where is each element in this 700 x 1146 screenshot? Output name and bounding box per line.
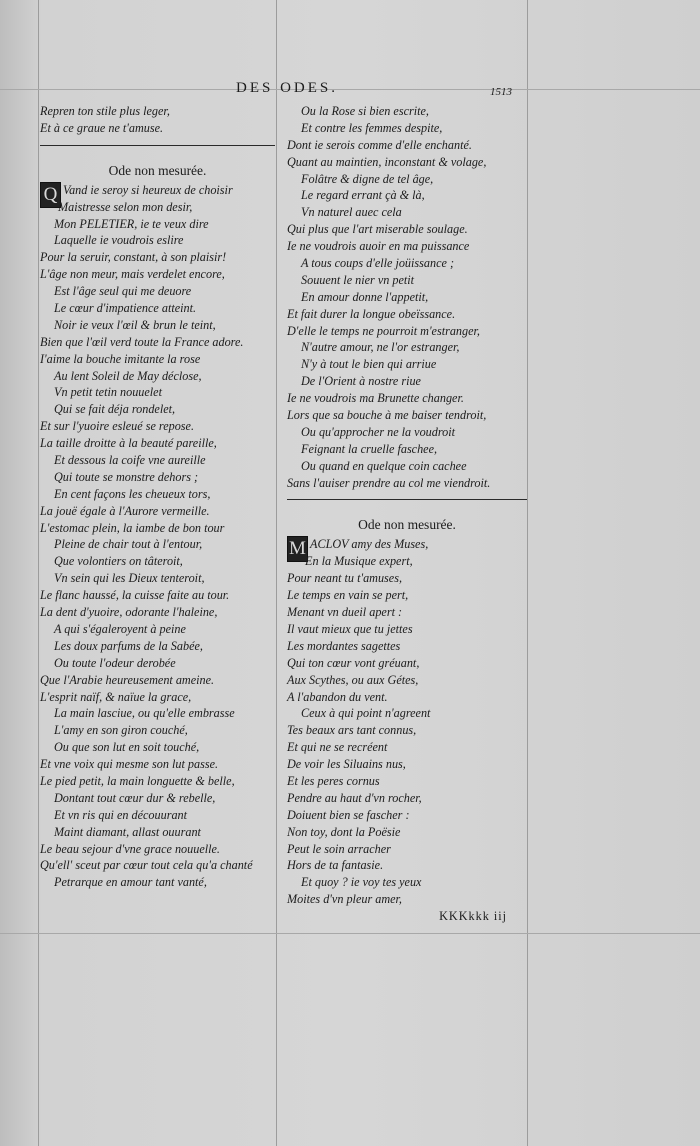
verse-line: Et à ce graue ne t'amuse. [40, 120, 164, 135]
verse-line: Non toy, dont la Poësie [287, 824, 401, 839]
verse-line: Quant au maintien, inconstant & volage, [287, 154, 487, 169]
verse-line: Repren ton stile plus leger, [40, 104, 170, 118]
section-rule [287, 499, 527, 500]
verse-line: Et qui ne se recréent [287, 740, 388, 755]
verse-line: Ou qu'approcher ne la voudroit [301, 424, 456, 439]
verse-line: L'amy en son giron couché, [54, 723, 188, 738]
verse-line: La main lasciue, ou qu'elle embrasse [54, 706, 235, 721]
verse-line: Dont ie serois comme d'elle enchanté. [287, 137, 472, 152]
verse-line: A l'abandon du vent. [287, 689, 388, 704]
verse-line: Pour neant tu t'amuses, [287, 571, 402, 586]
right-top-lines [287, 103, 527, 491]
right-column [287, 103, 527, 925]
verse-line: N'y à tout le bien qui arriue [301, 357, 437, 372]
left-column [40, 103, 275, 891]
ode-title: Ode non mesurée. [108, 162, 207, 178]
catchword: KKKkkk iij [439, 909, 507, 924]
verse-line: Bien que l'œil verd toute la France adore. [40, 334, 244, 349]
first-line-text: Vand ie seroy si heureux de choisir [63, 182, 233, 197]
verse-line: Noir ie veux l'œil & brun le teint, [54, 317, 216, 332]
verse-line: Sans l'auiser prendre au col me viendroit. [287, 475, 491, 490]
verse-line: De l'Orient à nostre riue [301, 374, 421, 389]
verse-line: Vn naturel auec cela [301, 205, 402, 220]
verse-line: Folâtre & digne de tel âge, [301, 171, 434, 186]
verse-line: Ie ne voudrois auoir en ma puissance [287, 239, 470, 254]
verse-line: Qui toute se monstre dehors ; [54, 469, 199, 484]
verse-line: Tes beaux ars tant connus, [287, 723, 417, 738]
verse-line: Dontant tout cœur dur & rebelle, [54, 790, 216, 805]
verse-line: A tous coups d'elle joüissance ; [301, 256, 455, 271]
verse-line: L'esprit naïf, & naïue la grace, [40, 689, 192, 704]
verse-line: Maistresse selon mon desir, [58, 199, 193, 214]
verse-line: Peut le soin arracher [287, 841, 391, 856]
verse-line: Qu'ell' sceut par cœur tout cela qu'a chanté [40, 858, 253, 873]
drop-cap: M [287, 536, 308, 562]
section-rule [40, 145, 275, 146]
verse-line: En la Musique expert, [305, 554, 413, 569]
verse-line: Mon PELETIER, ie te veux dire [54, 216, 209, 231]
verse-line: Le flanc haussé, la cuisse faite au tour. [40, 588, 230, 603]
verse-line: N'autre amour, ne l'or estranger, [301, 340, 460, 355]
verse-line: Et fait durer la longue obeïssance. [287, 306, 456, 321]
verse-line: Qui ton cœur vont gréuant, [287, 655, 420, 670]
verse-line: Le temps en vain se pert, [287, 588, 409, 603]
verse-line: Aux Scythes, ou aux Gétes, [287, 672, 419, 687]
first-line-text: ACLOV amy des Muses, [310, 537, 429, 552]
verse-line: Le pied petit, la main longuette & belle, [40, 773, 235, 788]
verse-line: Le beau sejour d'vne grace nouuelle. [40, 841, 220, 856]
verse-line: A qui s'égaleroyent à peine [54, 621, 186, 636]
ruling-line [38, 0, 39, 1146]
verse-line: Ie ne voudrois ma Brunette changer. [287, 391, 464, 406]
verse-line: Et vne voix qui mesme son lut passe. [40, 757, 219, 772]
verse-line: Que l'Arabie heureusement ameine. [40, 672, 215, 687]
verse-line: Et les peres cornus [287, 773, 380, 788]
verse-line: Moites d'vn pleur amer, [287, 892, 402, 907]
ode-title: Ode non mesurée. [358, 517, 456, 533]
ruling-line [0, 89, 700, 90]
verse-line: L'estomac plein, la iambe de bon tour [40, 520, 225, 535]
ruling-line [0, 933, 700, 934]
left-top-lines [40, 103, 275, 137]
running-head: DES ODES. [236, 80, 339, 96]
verse-line: La dent d'yuoire, odorante l'haleine, [40, 605, 218, 620]
verse-line: De voir les Siluains nus, [287, 757, 406, 772]
verse-line: Vn petit tetin nouuelet [54, 385, 162, 400]
page-number: 1513 [490, 86, 512, 98]
verse-line: Les doux parfums de la Sabée, [54, 638, 203, 653]
verse-line: Le regard errant çà & là, [301, 188, 425, 203]
verse-line: Ou quand en quelque coin cachee [301, 458, 467, 473]
verse-line: L'âge non meur, mais verdelet encore, [40, 267, 225, 282]
verse-line: Qui se fait déja rondelet, [54, 402, 176, 417]
first-line [40, 182, 275, 205]
verse-line: Au lent Soleil de May déclose, [54, 368, 202, 383]
verse-line: Et vn ris qui en découurant [54, 807, 188, 822]
verse-line: Feignant la cruelle faschee, [301, 441, 438, 456]
verse-line: La taille droitte à la beauté pareille, [40, 436, 217, 451]
verse-line: Menant vn dueil apert : [287, 605, 403, 620]
verse-line: Ou toute l'odeur derobée [54, 655, 176, 670]
drop-cap: Q [40, 182, 61, 208]
verse-line: Laquelle ie voudrois eslire [54, 233, 184, 248]
verse-line: Petrarque en amour tant vanté, [54, 875, 207, 890]
verse-line: Lors que sa bouche à me baiser tendroit, [287, 408, 487, 423]
verse-line: Il vaut mieux que tu jettes [287, 621, 413, 636]
verse-line: Ceux à qui point n'agreent [301, 706, 431, 721]
ruling-line [276, 0, 277, 1146]
ruling-line [527, 0, 528, 1146]
verse-line: Le cœur d'impatience atteint. [54, 301, 197, 316]
verse-line: Hors de ta fantasie. [287, 858, 384, 873]
verse-line: Est l'âge seul qui me deuore [54, 284, 192, 299]
verse-line: Qui plus que l'art miserable soulage. [287, 222, 468, 237]
verse-line: Pendre au haut d'vn rocher, [287, 790, 422, 805]
verse-line: Les mordantes sagettes [287, 638, 401, 653]
verse-line: Ou que son lut en soit touché, [54, 740, 200, 755]
verse-line: Et quoy ? ie voy tes yeux [301, 875, 422, 890]
verse-line: Ou la Rose si bien escrite, [301, 104, 429, 118]
verse-line: Et contre les femmes despite, [301, 120, 443, 135]
verse-line: La jouë égale à l'Aurore vermeille. [40, 503, 210, 518]
verse-line: Et dessous la coife vne aureille [54, 453, 206, 468]
verse-lines [40, 199, 275, 892]
verse-line: Vn sein qui les Dieux tenteroit, [54, 571, 205, 586]
verse-line: D'elle le temps ne pourroit m'estranger, [287, 323, 480, 338]
verse-line: Et sur l'yuoire esleué se repose. [40, 419, 195, 434]
verse-line: Pleine de chair tout à l'entour, [54, 537, 203, 552]
verse-line: Souuent le nier vn petit [301, 272, 415, 287]
verse-line: Maint diamant, allast ouurant [54, 824, 201, 839]
verse-line: En amour donne l'appetit, [301, 289, 429, 304]
verse-line: Pour la seruir, constant, à son plaisir! [40, 250, 227, 265]
verse-line: En cent façons les cheueux tors, [54, 486, 211, 501]
first-line [287, 536, 527, 560]
verse-line: Que volontiers on tâteroit, [54, 554, 183, 569]
verse-lines [287, 553, 527, 908]
verse-line: Doiuent bien se fascher : [287, 807, 410, 822]
verse-line: I'aime la bouche imitante la rose [40, 351, 201, 366]
